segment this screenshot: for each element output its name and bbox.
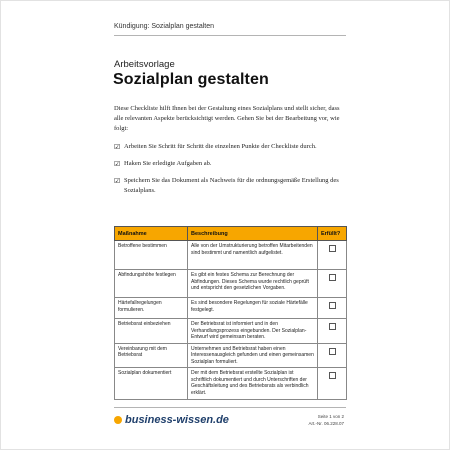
measure-cell: Abfindungshöhe festlegen — [115, 270, 188, 298]
logo-dot-icon — [114, 416, 122, 424]
checkbox-checked-icon: ☑ — [114, 143, 121, 151]
measure-cell: Vereinbarung mit dem Betriebsrat — [115, 343, 188, 368]
description-cell: Der mit dem Betriebsrat erstellte Sozialplan ist schriftlich dokumentiert und durch Unterschriften der Geschäftsleitung und des Betriebsrats als verbindlich erklärt. — [188, 368, 318, 400]
description-cell: Alle von der Umstrukturierung betroffen Mitarbeitenden sind bestimmt und namentlich aufgelistet. — [188, 241, 318, 270]
page-info — [308, 413, 344, 427]
checkbox-empty-icon[interactable] — [329, 302, 336, 309]
checklist-item-text: Arbeiten Sie Schritt für Schritt die einzelnen Punkte der Checkliste durch. — [124, 143, 317, 150]
fulfilled-cell — [318, 319, 347, 344]
checkbox-empty-icon[interactable] — [329, 348, 336, 355]
footer-divider — [114, 407, 346, 408]
checklist-item — [114, 159, 349, 169]
description-cell: Es gibt ein festes Schema zur Berechnung der Abfindungen. Dieses Schema wurde rechtlich geprüft und entspricht den gesetzlichen Vorgaben. — [188, 270, 318, 298]
checklist-item — [114, 176, 349, 196]
checkbox-empty-icon[interactable] — [329, 372, 336, 379]
intro-paragraph: Diese Checkliste hilft Ihnen bei der Gestaltung eines Sozialplans und stellt sicher, dass alle relevanten Aspekte berücksichtigt werden. Gehen Sie bei der Bearbeitung vor, wie folgt: — [114, 105, 340, 132]
document-subtitle: Arbeitsvorlage — [114, 59, 175, 70]
column-header-fulfilled: Erfüllt? — [318, 227, 347, 241]
checklist-item — [114, 142, 349, 152]
table-row — [115, 368, 347, 400]
page-number: Seite 1 von 2 — [317, 414, 344, 419]
column-header-measure: Maßnahme — [115, 227, 188, 241]
checklist-item-text: Haken Sie erledigte Aufgaben ab. — [124, 160, 212, 167]
checkbox-empty-icon[interactable] — [329, 323, 336, 330]
measure-cell: Betriebsrat einbeziehen — [115, 319, 188, 344]
checklist-item-text: Speichern Sie das Dokument als Nachweis für die ordnungsgemäße Erstellung des Sozialplans. — [124, 177, 339, 194]
measures-table — [114, 226, 347, 400]
checkbox-empty-icon[interactable] — [329, 245, 336, 252]
instruction-checklist — [114, 142, 349, 203]
header-divider — [114, 35, 346, 36]
checkbox-empty-icon[interactable] — [329, 274, 336, 281]
table-row — [115, 270, 347, 298]
table-row — [115, 343, 347, 368]
table-row — [115, 319, 347, 344]
article-number: Art.-Nr. 06.228.07 — [308, 421, 344, 426]
checkbox-checked-icon: ☑ — [114, 177, 121, 185]
description-cell: Unternehmen und Betriebsrat haben einen Interessenausgleich gefunden und einen gemeinsamen Sozialplan formuliert. — [188, 343, 318, 368]
document-title: Sozialplan gestalten — [113, 71, 269, 88]
running-header: Kündigung: Sozialplan gestalten — [114, 23, 215, 30]
fulfilled-cell — [318, 298, 347, 319]
table-row — [115, 241, 347, 270]
logo-text: business-wissen.de — [125, 414, 229, 426]
table-row — [115, 298, 347, 319]
table-header-row — [115, 227, 347, 241]
brand-logo — [114, 414, 229, 426]
description-cell: Es sind besondere Regelungen für soziale Härtefälle festgelegt. — [188, 298, 318, 319]
column-header-description: Beschreibung — [188, 227, 318, 241]
fulfilled-cell — [318, 368, 347, 400]
measure-cell: Betroffene bestimmen — [115, 241, 188, 270]
measure-cell: Sozialplan dokumentiert — [115, 368, 188, 400]
measure-cell: Härtefallregelungen formulieren. — [115, 298, 188, 319]
fulfilled-cell — [318, 270, 347, 298]
fulfilled-cell — [318, 343, 347, 368]
description-cell: Der Betriebsrat ist informiert und in den Verhandlungsprozess eingebunden. Der Sozialplan-Entwurf wird gemeinsam beraten. — [188, 319, 318, 344]
checkbox-checked-icon: ☑ — [114, 160, 121, 168]
fulfilled-cell — [318, 241, 347, 270]
